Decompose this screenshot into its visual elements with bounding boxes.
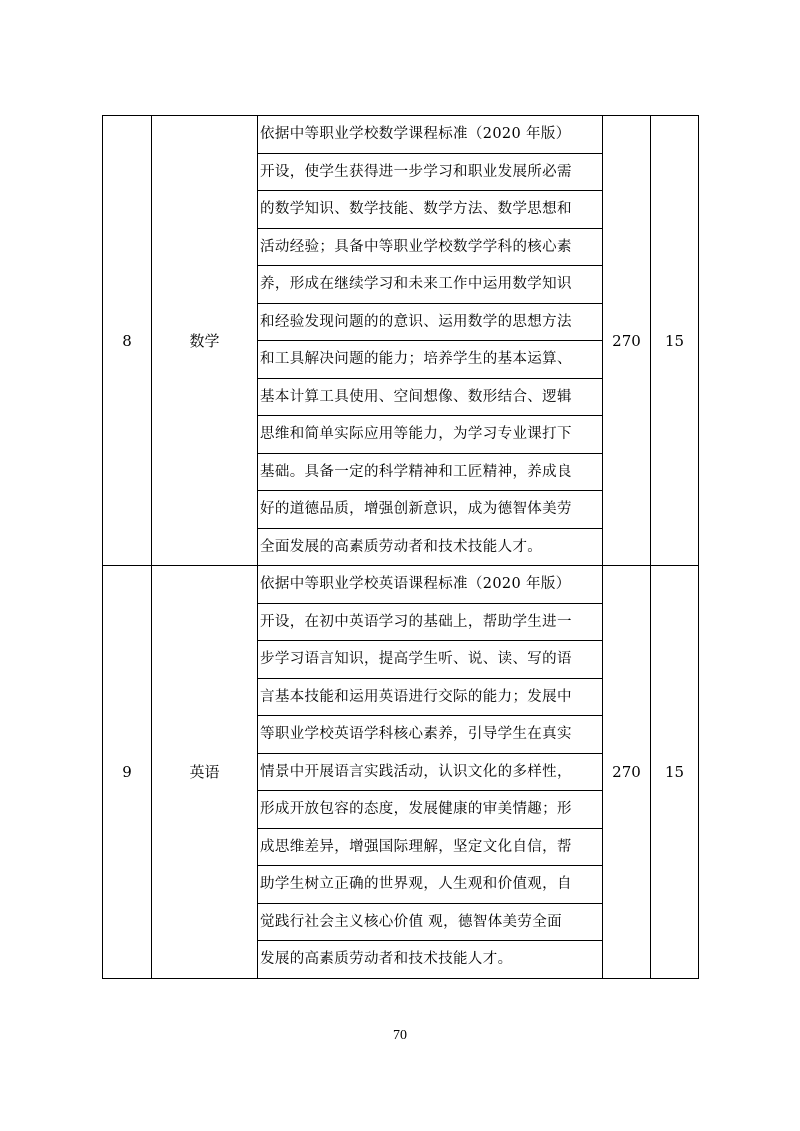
description-line: 步学习语言知识，提高学生听、说、读、写的语 [258,641,602,679]
course-description [258,566,603,979]
description-line: 情景中开展语言实践活动，认识文化的多样性， [258,754,602,792]
course-hours: 270 [603,116,651,566]
description-line: 依据中等职业学校数学课程标准（2020 年版） [258,116,602,154]
description-line: 等职业学校英语学科核心素养，引导学生在真实 [258,716,602,754]
description-line: 开设，在初中英语学习的基础上，帮助学生进一 [258,604,602,642]
course-number: 8 [103,116,152,566]
description-line: 思维和简单实际应用等能力，为学习专业课打下 [258,416,602,454]
description-line: 形成开放包容的态度，发展健康的审美情趣；形 [258,791,602,829]
description-line: 发展的高素质劳动者和技术技能人才。 [260,951,513,967]
description-line: 依据中等职业学校英语课程标准（2020 年版） [258,566,602,604]
description-line: 成思维差异，增强国际理解，坚定文化自信，帮 [258,829,602,867]
description-line: 开设，使学生获得进一步学习和职业发展所必需 [258,154,602,192]
course-hours: 270 [603,566,651,979]
description-line: 助学生树立正确的世界观，人生观和价值观，自 [258,866,602,904]
description-line: 养，形成在继续学习和未来工作中运用数学知识 [258,266,602,304]
table-row [103,116,699,566]
course-credits: 15 [651,116,699,566]
description-line: 言基本技能和运用英语进行交际的能力；发展中 [258,679,602,717]
description-line: 好的道德品质，增强创新意识，成为德智体美劳 [258,491,602,529]
description-line: 基础。具备一定的科学精神和工匠精神，养成良 [258,454,602,492]
course-number: 9 [103,566,152,979]
course-table [102,115,699,979]
description-line: 和工具解决问题的能力；培养学生的基本运算、 [258,341,602,379]
table-row [103,566,699,979]
course-description [258,116,603,566]
description-line: 的数学知识、数学技能、数学方法、数学思想和 [258,191,602,229]
description-line: 基本计算工具使用、空间想像、数形结合、逻辑 [258,379,602,417]
course-name: 数学 [152,116,258,566]
description-line: 活动经验；具备中等职业学校数学学科的核心素 [258,229,602,267]
course-credits: 15 [651,566,699,979]
description-line: 全面发展的高素质劳动者和技术技能人才。 [260,538,543,555]
description-line: 觉践行社会主义核心价值 观，德智体美劳全面 [258,904,602,942]
description-line: 和经验发现问题的的意识、运用数学的思想方法 [258,304,602,342]
course-name: 英语 [152,566,258,979]
page-number: 70 [393,1028,407,1043]
